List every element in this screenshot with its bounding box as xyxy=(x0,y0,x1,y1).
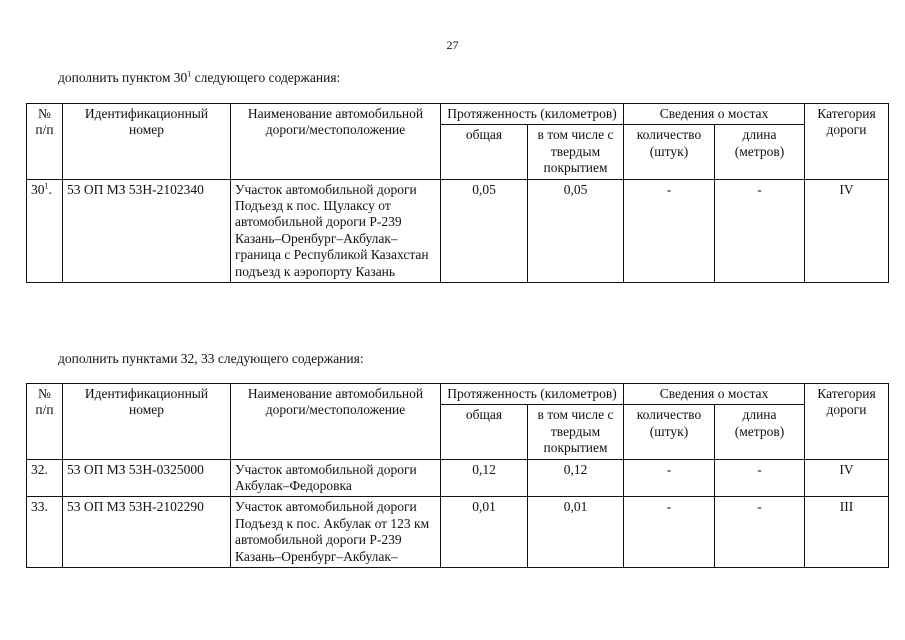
header-bridges-count: количество (штук) xyxy=(624,125,715,179)
row-category: IV xyxy=(805,459,889,497)
roads-table-1 xyxy=(26,103,889,283)
row-total: 0,12 xyxy=(441,459,528,497)
row-category: III xyxy=(805,497,889,568)
row-bridges-count: - xyxy=(624,179,715,282)
row-bridges-count: - xyxy=(624,497,715,568)
row-hard: 0,05 xyxy=(528,179,624,282)
row-total: 0,05 xyxy=(441,179,528,282)
header-num: № п/п xyxy=(27,384,63,460)
header-length: Протяженность (километров) xyxy=(441,104,624,125)
section2-intro: дополнить пунктами 32, 33 следующего содержания: xyxy=(58,351,364,366)
header-row xyxy=(27,104,889,125)
section1-intro-sup: 1 xyxy=(187,69,192,79)
table-row xyxy=(27,179,889,282)
row-num: 33. xyxy=(27,497,63,568)
header-length-total: общая xyxy=(441,125,528,179)
roads-table-2 xyxy=(26,383,889,568)
row-bridges-length: - xyxy=(715,459,805,497)
row-id: 53 ОП МЗ 53Н-2102290 xyxy=(63,497,231,568)
row-bridges-length: - xyxy=(715,179,805,282)
header-category: Категория дороги xyxy=(805,384,889,460)
header-bridges-length: длина (метров) xyxy=(715,405,805,459)
header-length-total: общая xyxy=(441,405,528,459)
header-category: Категория дороги xyxy=(805,104,889,180)
header-length: Протяженность (километров) xyxy=(441,384,624,405)
row-num: 32. xyxy=(27,459,63,497)
row-bridges-length: - xyxy=(715,497,805,568)
row-num-sup: 1 xyxy=(44,181,49,191)
header-name: Наименование автомобильной дороги/местоположение xyxy=(231,104,441,180)
header-name: Наименование автомобильной дороги/местоположение xyxy=(231,384,441,460)
section1-intro xyxy=(58,70,340,86)
header-length-hard: в том числе с твердым покрытием xyxy=(528,405,624,459)
header-bridges: Сведения о мостах xyxy=(624,104,805,125)
header-bridges-length: длина (метров) xyxy=(715,125,805,179)
row-total: 0,01 xyxy=(441,497,528,568)
section1-intro-prefix: дополнить пунктом 30 xyxy=(58,70,188,85)
row-bridges-count: - xyxy=(624,459,715,497)
row-hard: 0,12 xyxy=(528,459,624,497)
header-id: Идентификационный номер xyxy=(63,384,231,460)
table-row xyxy=(27,497,889,568)
header-num: № п/п xyxy=(27,104,63,180)
header-bridges-count: количество (штук) xyxy=(624,405,715,459)
row-category: IV xyxy=(805,179,889,282)
row-id: 53 ОП МЗ 53Н-0325000 xyxy=(63,459,231,497)
header-id: Идентификационный номер xyxy=(63,104,231,180)
row-name: Участок автомобильной дороги Подъезд к пос. Акбулак от 123 км автомобильной дороги Р-239 Казань–Оренбург–Акбулак– xyxy=(231,497,441,568)
header-length-hard: в том числе с твердым покрытием xyxy=(528,125,624,179)
row-name: Участок автомобильной дороги Акбулак–Федоровка xyxy=(231,459,441,497)
row-num xyxy=(27,179,63,282)
row-hard: 0,01 xyxy=(528,497,624,568)
row-num-value: 30 xyxy=(31,181,45,197)
row-id: 53 ОП МЗ 53Н-2102340 xyxy=(63,179,231,282)
header-row xyxy=(27,384,889,405)
table-row xyxy=(27,459,889,497)
row-name: Участок автомобильной дороги Подъезд к пос. Щулаксу от автомобильной дороги Р-239 Казань–Оренбург–Акбулак–граница с Республикой Казахстан подъезд к аэропорту Казань xyxy=(231,179,441,282)
page-number: 27 xyxy=(446,38,459,52)
header-bridges: Сведения о мостах xyxy=(624,384,805,405)
section1-intro-suffix: следующего содержания: xyxy=(191,70,341,85)
row-num-suffix: . xyxy=(48,181,52,197)
